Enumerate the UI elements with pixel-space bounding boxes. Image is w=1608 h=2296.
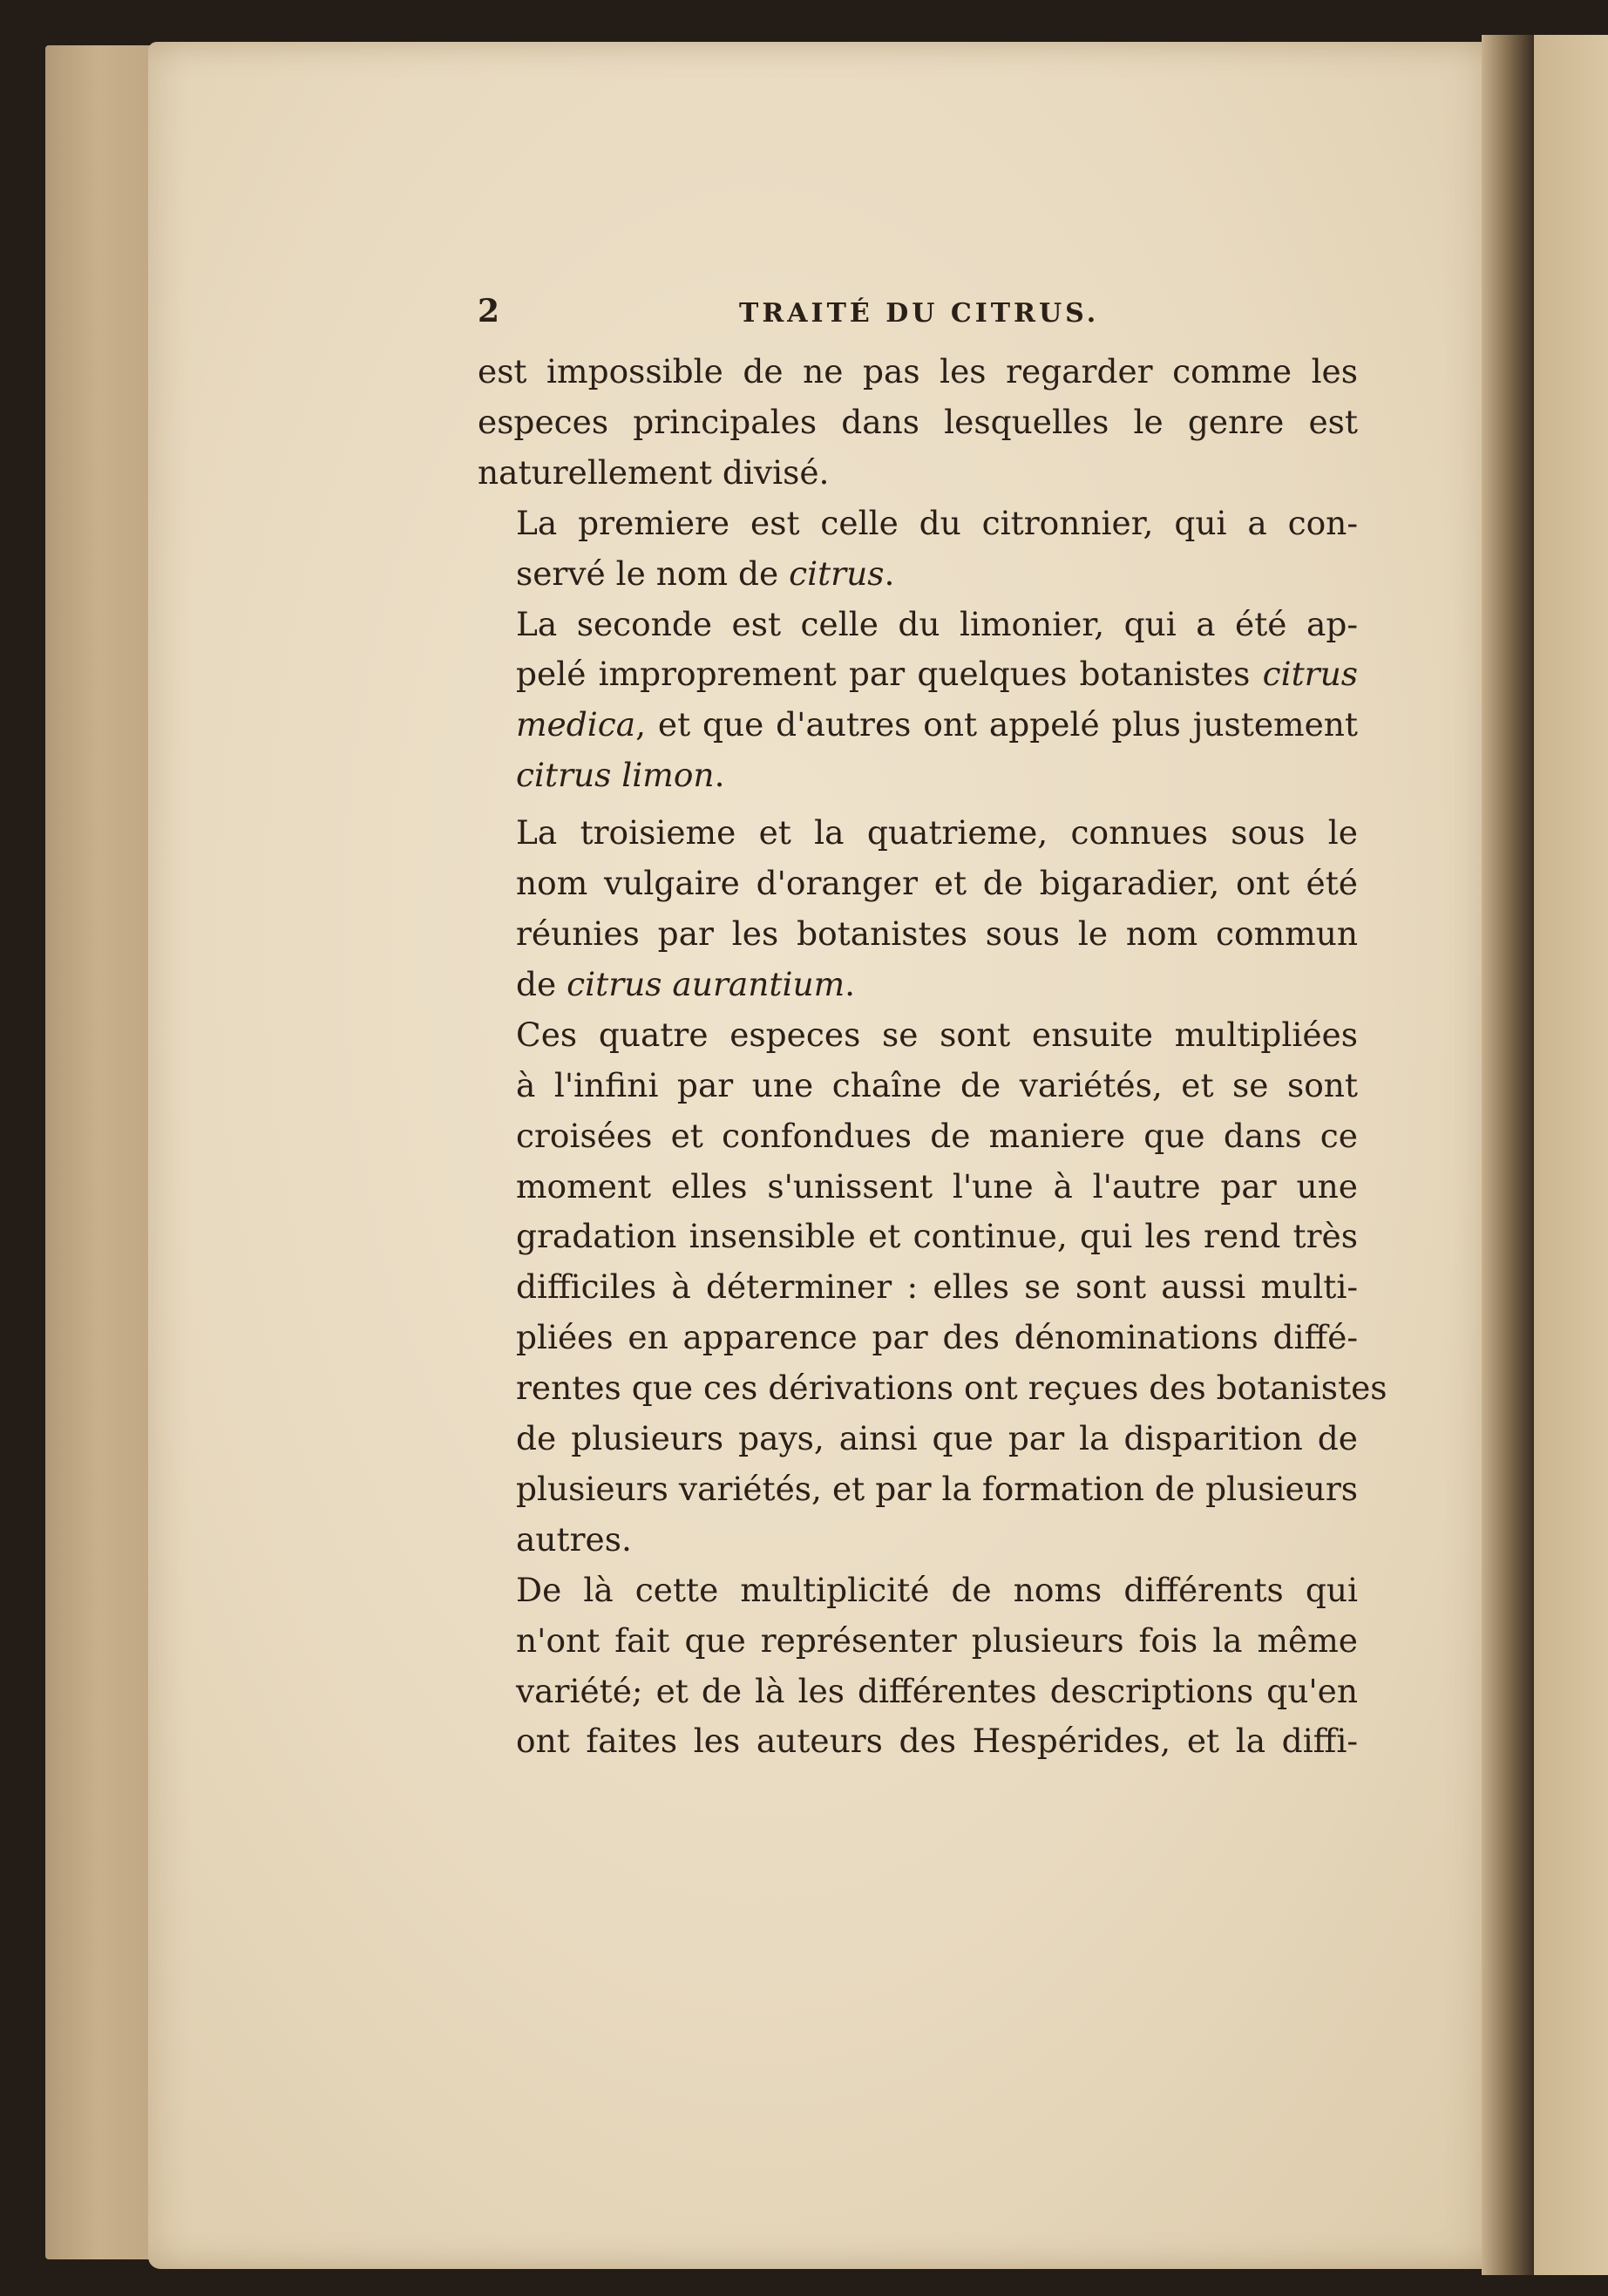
text-line: rentes que ces dérivations ont reçues des botanistes <box>516 1369 1387 1408</box>
book-gutter <box>1482 35 1534 2275</box>
text-line <box>478 649 1358 700</box>
text-line: Ces quatre especes se sont ensuite multipliées <box>516 1015 1358 1054</box>
text-line: gradation insensible et continue, qui les rend très <box>516 1217 1358 1256</box>
text-line: nom vulgaire d'oranger et de bigaradier, ont été <box>516 864 1358 903</box>
text-line: ont faites les auteurs des Hespérides, et la diffi- <box>516 1722 1358 1761</box>
paragraph <box>478 600 1358 802</box>
text-line: La seconde est celle du limonier, qui a été ap- <box>516 604 1358 643</box>
facing-page-edge <box>1530 35 1608 2275</box>
text-line: variété; et de là les différentes descriptions qu'en <box>516 1671 1358 1710</box>
italic-term: medica <box>516 705 636 744</box>
page-number: 2 <box>478 293 500 329</box>
text-run: , et que d'autres ont appelé plus justement <box>635 705 1358 744</box>
italic-term: citrus <box>1262 655 1358 694</box>
paragraph <box>478 347 1358 499</box>
text-line: n'ont fait que représenter plusieurs fois la même <box>516 1620 1358 1660</box>
text-run: . <box>845 964 856 1003</box>
text-line: autres. <box>516 1519 632 1559</box>
text-line <box>478 751 1358 801</box>
text-run: pelé improprement par quelques botanistes <box>516 655 1263 694</box>
italic-term: citrus aurantium <box>567 964 845 1003</box>
text-run: . <box>714 756 725 795</box>
text-line: de plusieurs pays, ainsi que par la disparition de <box>516 1419 1358 1458</box>
paragraph <box>478 1010 1387 1566</box>
text-line: moment elles s'unissent l'une à l'autre par une <box>516 1166 1358 1206</box>
text-line <box>478 960 1358 1010</box>
italic-term: citrus limon <box>516 756 715 795</box>
paragraph <box>478 1566 1358 1768</box>
text-line <box>478 700 1358 751</box>
text-line: est impossible de ne pas les regarder comme les <box>478 352 1358 391</box>
text-run: . <box>884 554 895 593</box>
running-title: TRAITÉ DU CITRUS. <box>739 298 1100 329</box>
text-line: plusieurs variétés, et par la formation de plusieurs <box>516 1469 1358 1508</box>
text-run: servé le nom de <box>516 554 790 593</box>
paragraph <box>478 499 1358 600</box>
text-line: pliées en apparence par des dénominations diffé- <box>516 1318 1358 1357</box>
body-text <box>478 347 1387 1767</box>
page-header <box>478 293 1105 345</box>
italic-term: citrus <box>789 554 885 593</box>
text-line: De là cette multiplicité de noms différents qui <box>516 1570 1358 1609</box>
text-line: La troisieme et la quatrieme, connues sous le <box>516 813 1358 853</box>
text-line: réunies par les botanistes sous le nom commun <box>516 914 1358 953</box>
text-line: La premiere est celle du citronnier, qui a con- <box>516 503 1358 542</box>
text-line: croisées et confondues de maniere que dans ce <box>516 1116 1358 1155</box>
text-line: à l'infini par une chaîne de variétés, et se sont <box>516 1065 1358 1104</box>
text-line <box>478 549 1358 600</box>
text-run: de <box>516 964 567 1003</box>
text-line: difficiles à déterminer : elles se sont aussi multi- <box>516 1267 1358 1307</box>
text-line: especes principales dans lesquelles le genre est <box>478 402 1358 441</box>
text-line: naturellement divisé. <box>478 452 830 492</box>
paragraph <box>478 808 1358 1010</box>
